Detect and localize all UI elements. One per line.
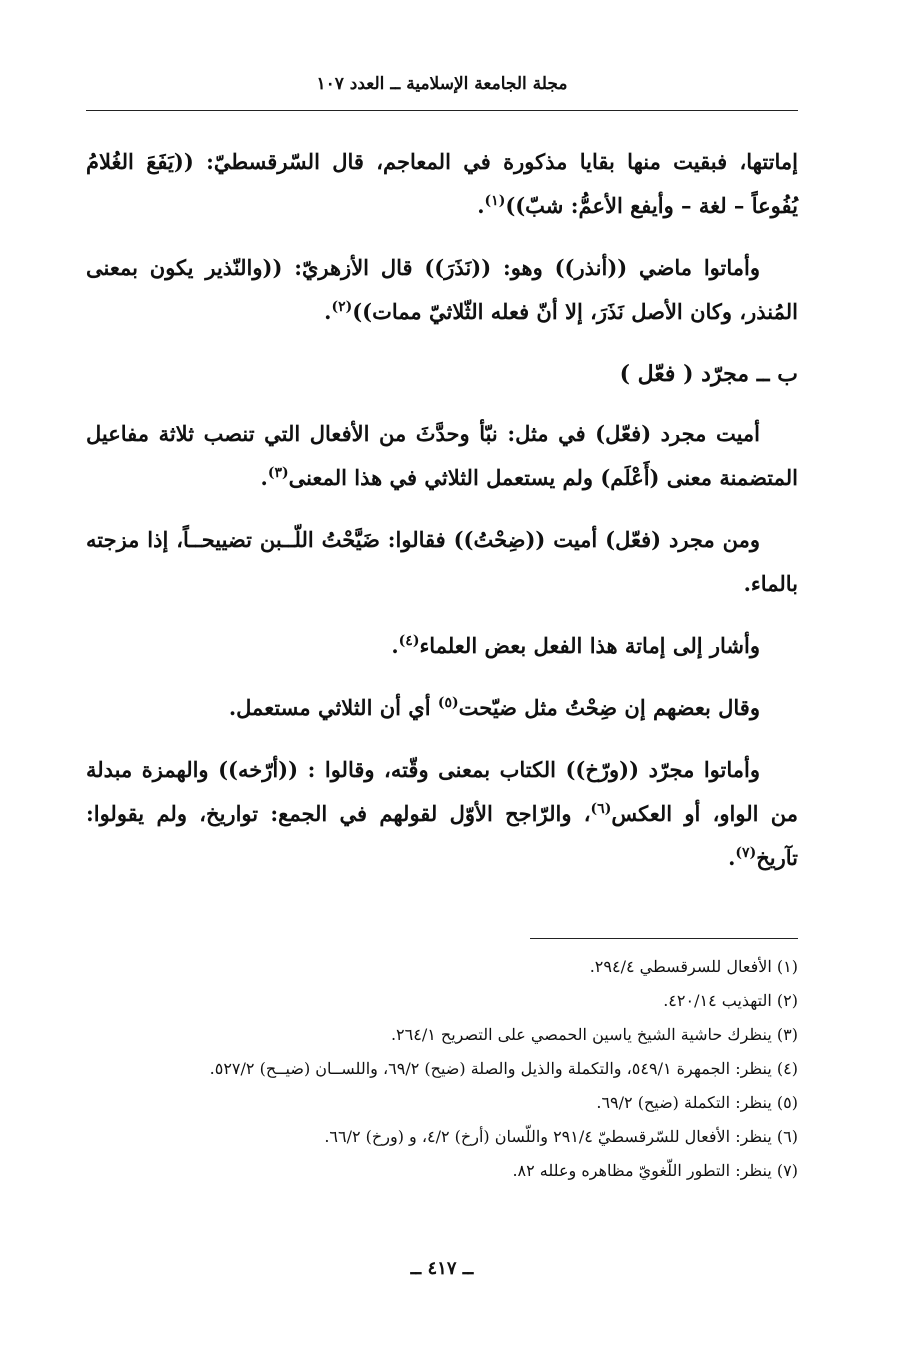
footnote-1: (١) الأفعال للسرقسطي ٢٩٤/٤. [589, 957, 798, 976]
footnote-7: (٧) ينظر: التطور اللّغويّ مظاهره وعلله ٨٢. [512, 1161, 798, 1180]
footnote-ref-4[interactable]: (٤) [398, 633, 420, 649]
paragraph-2 [86, 246, 798, 334]
footnote-ref-3[interactable]: (٣) [267, 465, 289, 481]
footnote-5: (٥) ينظر: التكملة (ضيح) ٦٩/٢. [596, 1093, 798, 1112]
paragraph-4-text: ومن مجرد (فعّل) أميت ((ضِحْتُ)) فقالوا: ضَيَّحْتُ اللّــبن تضييحــاً، إذا مزجته بالماء. [86, 527, 798, 596]
paragraph-4 [86, 518, 798, 606]
footnotes [86, 950, 798, 1188]
header-divider [86, 110, 798, 111]
paragraph-3 [86, 412, 798, 500]
footnote-ref-5[interactable]: (٥) [437, 695, 459, 711]
paragraph-5-end: . [391, 633, 399, 658]
footnote-6: (٦) ينظر: الأفعال للسّرقسطيّ ٢٩١/٤ واللّسان (أرخ) ٤/٢، و (ورخ) ٦٦/٢. [324, 1127, 798, 1146]
paragraph-5 [86, 624, 798, 668]
paragraph-7-text-a: وأماتوا مجرّد ((ورّخ)) الكتاب بمعنى وقّته، وقالوا : ((أرّخه)) والهمزة مبدلة من الواو، أو العكس [86, 757, 798, 826]
paragraph-2-text: وأماتوا ماضي ((أنذر)) وهو: ((نَذَرَ)) قال الأزهريّ: ((والنّذير يكون بمعنى المُنذر، وكان الأصل نَذَرَ، إلا أنّ فعله الثّلاثيّ ممات)) [86, 255, 798, 324]
footnote-divider [530, 938, 798, 939]
footnote-ref-1[interactable]: (١) [484, 193, 506, 209]
paragraph-3-text: أميت مجرد (فعّل) في مثل: نبّأ وحدَّثَ من الأفعال التي تنصب ثلاثة مفاعيل المتضمنة معنى (أَعْلَم) ولم يستعمل الثلاثي في هذا المعنى [86, 421, 798, 490]
paragraph-6-text-b: أي أن الثلاثي مستعمل. [228, 695, 438, 720]
paragraph-7-text-b: ، والرّاجح الأوّل لقولهم في الجمع: تواريخ، ولم يقولوا: تآريخ [86, 801, 798, 870]
main-body [86, 140, 798, 898]
paragraph-5-text: وأشار إلى إماتة هذا الفعل بعض العلماء [419, 633, 760, 658]
page-number: ــ ٤١٧ ــ [410, 1258, 474, 1279]
footnote-4: (٤) ينظر: الجمهرة ٥٤٩/١، والتكملة والذيل والصلة (ضيح) ٦٩/٢، واللســان (ضيــح) ٥٢٧/٢. [209, 1059, 798, 1078]
footnote-ref-2[interactable]: (٢) [331, 299, 353, 315]
paragraph-1-end: . [477, 193, 485, 218]
paragraph-2-end: . [324, 299, 332, 324]
footnote-ref-7[interactable]: (٧) [735, 845, 757, 861]
footnote-2: (٢) التهذيب ٤٢٠/١٤. [663, 991, 798, 1010]
running-header: مجلة الجامعة الإسلامية ــ العدد ١٠٧ [316, 74, 568, 94]
paragraph-6 [86, 686, 798, 730]
paragraph-6-text-a: وقال بعضهم إن ضِحْتُ مثل ضيّحت [458, 695, 760, 720]
paragraph-1 [86, 140, 798, 228]
paragraph-1-text: إماتتها، فبقيت منها بقايا مذكورة في المعاجم، قال السّرقسطيّ: ((يَفَعَ الغُلامُ يُفُوعاً – لغة – وأيفع الأعمُّ: شبّ)) [86, 149, 798, 218]
footnote-ref-6[interactable]: (٦) [590, 801, 612, 817]
paragraph-7-end: . [728, 845, 736, 870]
paragraph-3-end: . [260, 465, 268, 490]
paragraph-7 [86, 748, 798, 880]
section-heading: ب ــ مجرّد ( فعّل ) [619, 361, 798, 387]
footnote-3: (٣) ينظرك حاشية الشيخ ياسين الحمصي على التصريح ٢٦٤/١. [390, 1025, 798, 1044]
